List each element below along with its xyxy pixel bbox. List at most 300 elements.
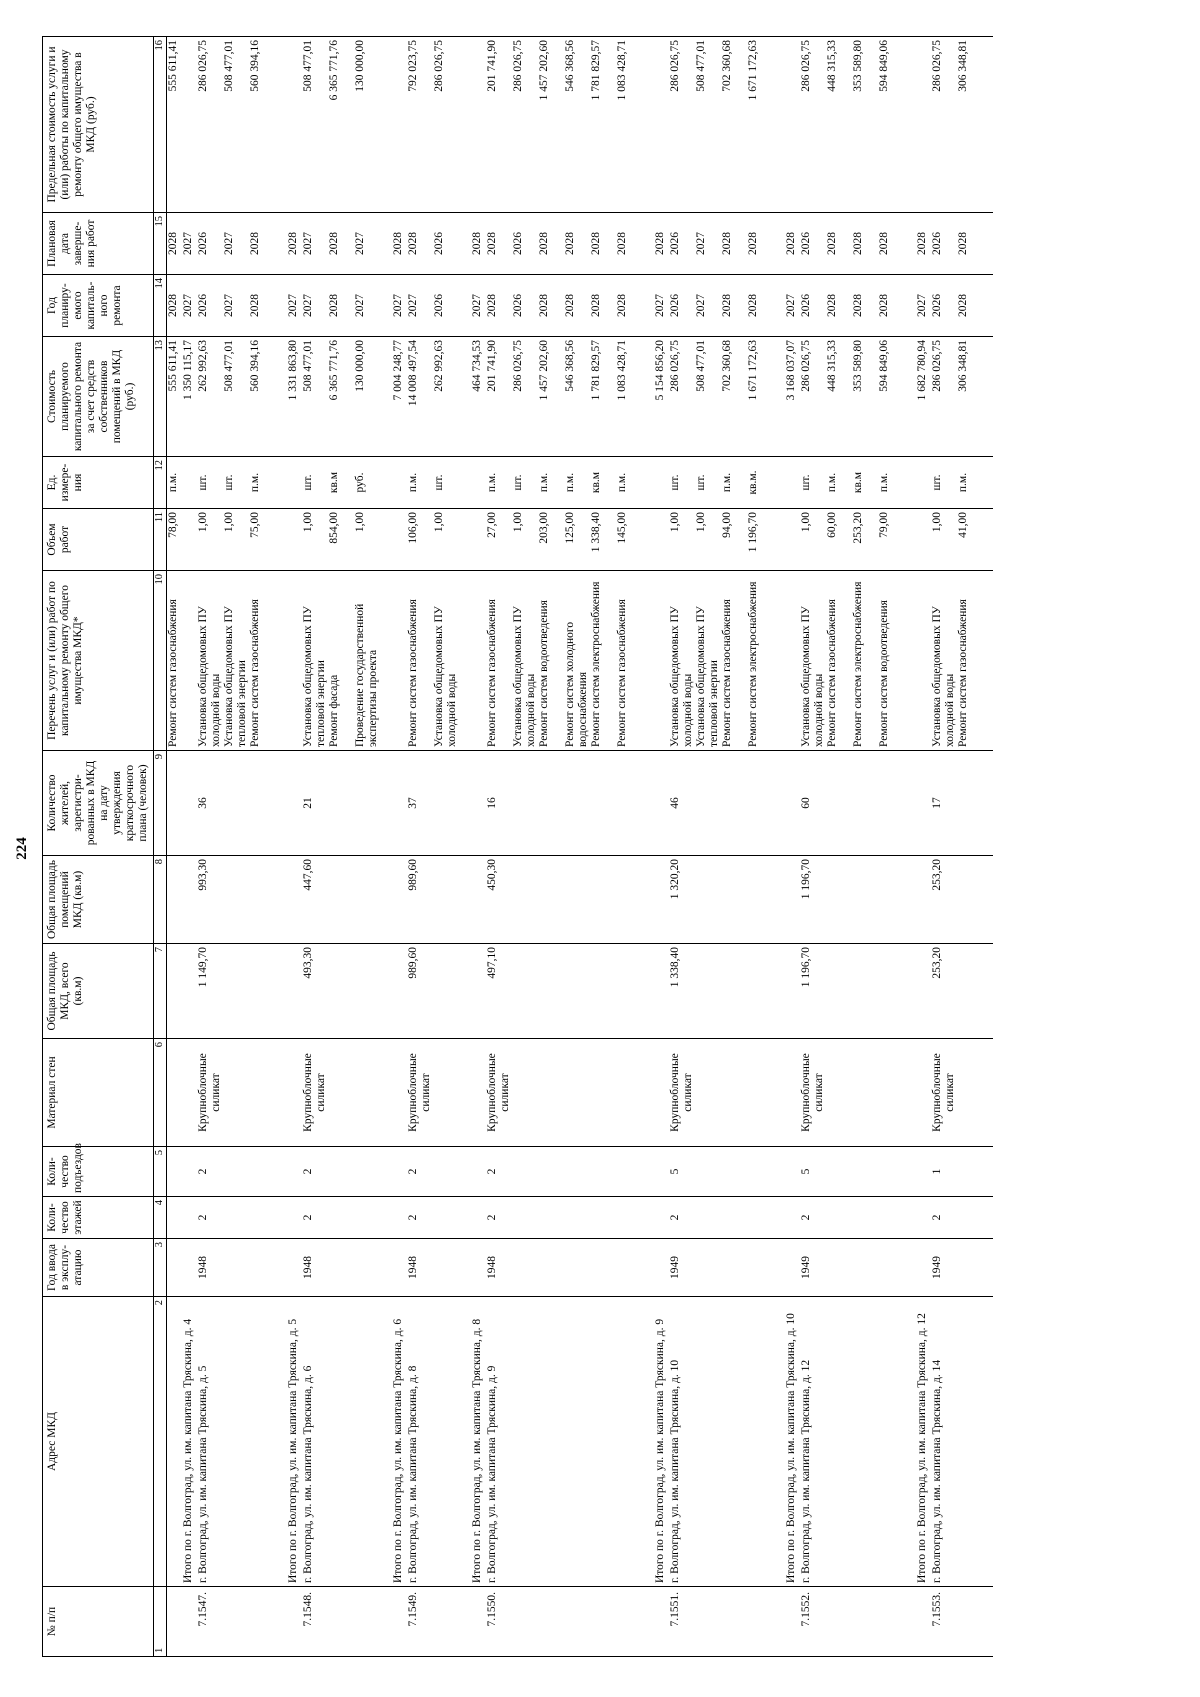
work-unit: п.м. — [826, 472, 838, 493]
work-date: 2028 — [249, 232, 261, 255]
column-header: Количество жителей, зарегистри-рованных в МКД на дату утверждения краткосрочного плана (человек) — [43, 751, 154, 856]
work-cost: 14 008 497,54 — [407, 340, 419, 407]
empty-cell — [783, 1039, 800, 1147]
work-year: 2026 — [512, 294, 524, 317]
work-cost: 201 741,90 — [486, 340, 498, 392]
floors-count: 2 — [407, 1197, 469, 1239]
work-name: Ремонт систем газоснабжения — [957, 599, 969, 747]
column-number: 11 — [154, 509, 167, 571]
work-limit: 286 026,75 — [669, 40, 681, 92]
column-header: Коли-чество подъездов — [43, 1147, 154, 1197]
empty-cell — [652, 1197, 669, 1239]
empty-cell — [652, 856, 669, 944]
empty-cell — [914, 457, 931, 509]
column-number: 10 — [154, 571, 167, 751]
work-date-cell — [197, 213, 285, 275]
work-year: 2026 — [669, 294, 681, 317]
empty-cell — [390, 856, 407, 944]
empty-cell — [469, 571, 486, 751]
work-limit: 286 026,75 — [433, 40, 445, 92]
empty-cell — [469, 1197, 486, 1239]
work-name: Проведение государственной экспертизы проекта — [354, 603, 379, 747]
empty-cell — [914, 509, 931, 571]
page-number: 224 — [14, 837, 30, 860]
work-name-cell — [197, 571, 285, 751]
work-year: 2026 — [800, 294, 812, 317]
work-name: Ремонт систем газоснабжения — [249, 599, 261, 747]
subtotal-year: 2027 — [914, 275, 931, 337]
column-header: Год планиру-емого капиталь-ного ремонта — [43, 275, 154, 337]
building-row — [931, 37, 993, 1657]
work-cost: 286 026,75 — [669, 340, 681, 392]
wall-material: Крупноблочные силикат — [407, 1039, 469, 1147]
column-header: Ед. измере-ния — [43, 457, 154, 509]
work-volume: 1 338,40 — [590, 512, 602, 553]
subtotal-cost: 1 682 780,94 — [914, 337, 931, 457]
subtotal-year: 2027 — [469, 275, 486, 337]
work-name: Установка общедомовых ПУ холодной воды — [800, 606, 825, 747]
work-date: 2028 — [852, 232, 864, 255]
column-header: Коли-чество этажей — [43, 1197, 154, 1239]
subtotal-row — [652, 37, 669, 1657]
floors-count: 2 — [800, 1197, 914, 1239]
subtotal-cost: 464 734,53 — [469, 337, 486, 457]
column-header: № п/п — [43, 1587, 154, 1657]
year-built: 1949 — [800, 1239, 914, 1297]
empty-cell — [285, 1587, 302, 1657]
empty-cell — [914, 751, 931, 856]
empty-cell — [783, 1587, 800, 1657]
empty-cell — [285, 944, 302, 1039]
work-volume: 78,00 — [167, 509, 181, 571]
work-date: 2026 — [433, 232, 445, 255]
wall-material: Крупноблочные силикат — [486, 1039, 652, 1147]
empty-cell — [914, 1039, 931, 1147]
work-unit: п.м. — [564, 472, 576, 493]
floors-count: 2 — [931, 1197, 993, 1239]
work-limit-cell — [407, 37, 469, 213]
work-date: 2028 — [878, 232, 890, 255]
work-unit: п.м. — [407, 472, 419, 493]
work-unit: шт. — [800, 474, 812, 491]
column-header: Перечень услуг и (или) работ по капитальному ремонту общего имущества МКД* — [43, 571, 154, 751]
column-header: Общая площадь МКД, всего (кв.м) — [43, 944, 154, 1039]
work-date: 2027 — [302, 232, 314, 255]
residents-count: 16 — [486, 751, 652, 856]
work-volume: 60,00 — [826, 512, 838, 538]
building-address: г. Волгоград, ул. им. капитана Тряскина, д. 14 — [931, 1297, 993, 1587]
work-limit: 448 315,33 — [826, 40, 838, 92]
work-year: 2028 — [616, 294, 628, 317]
empty-cell — [285, 1039, 302, 1147]
work-unit-cell — [407, 457, 469, 509]
work-cost: 306 348,81 — [957, 340, 969, 392]
subtotal-address: Итого по г. Волгоград, ул. им. капитана Тряскина, д. 10 — [783, 1297, 800, 1587]
empty-cell — [914, 856, 931, 944]
work-volume: 1,00 — [433, 512, 445, 533]
work-year: 2028 — [878, 294, 890, 317]
subtotal-year: 2027 — [783, 275, 800, 337]
work-year: 2028 — [538, 294, 550, 317]
empty-cell — [390, 1587, 407, 1657]
work-unit: п.м. — [878, 472, 890, 493]
work-date: 2026 — [800, 232, 812, 255]
work-limit: 1 781 829,57 — [590, 40, 602, 101]
year-built: 1948 — [302, 1239, 390, 1297]
empty-cell — [285, 37, 302, 213]
work-date-cell — [669, 213, 783, 275]
work-volume-cell — [302, 509, 390, 571]
empty-cell — [180, 509, 197, 571]
residents-count: 36 — [197, 751, 285, 856]
work-date: 2028 — [721, 232, 733, 255]
work-name: Ремонт систем газоснабжения — [616, 599, 628, 747]
work-date: 2027 — [695, 232, 707, 255]
work-year: 2027 — [354, 294, 366, 317]
total-area: 497,10 — [486, 944, 652, 1039]
subtotal-date: 2027 — [180, 213, 197, 275]
work-volume: 1,00 — [512, 512, 524, 533]
work-date-cell — [302, 213, 390, 275]
work-limit: 1 457 202,60 — [538, 40, 550, 101]
subtotal-date: 2028 — [783, 213, 800, 275]
work-name: Ремонт систем газоснабжения — [721, 599, 733, 747]
building-row — [407, 37, 469, 1657]
header-row — [43, 37, 154, 1657]
subtotal-cost: 7 004 248,77 — [390, 337, 407, 457]
subtotal-row — [783, 37, 800, 1657]
empty-cell — [652, 1239, 669, 1297]
work-limit: 594 849,06 — [878, 40, 890, 92]
work-limit: 792 023,75 — [407, 40, 419, 92]
work-name: Установка общедомовых ПУ тепловой энергии — [695, 606, 720, 747]
column-header: Стоимость планируемого капитального ремонта за счет средств собственников помещений в МКД (руб.) — [43, 337, 154, 457]
work-cost: 448 315,33 — [826, 340, 838, 392]
work-volume: 1,00 — [800, 512, 812, 533]
work-cost: 262 992,63 — [197, 340, 209, 392]
work-limit: 1 083 428,71 — [616, 40, 628, 101]
residents-count: 46 — [669, 751, 783, 856]
work-name-cell — [486, 571, 652, 751]
residents-count: 37 — [407, 751, 469, 856]
work-limit: 201 741,90 — [486, 40, 498, 92]
work-limit-cell — [486, 37, 652, 213]
residents-count: 21 — [302, 751, 390, 856]
column-number: 9 — [154, 751, 167, 856]
work-cost-cell — [302, 337, 390, 457]
work-cost: 508 477,01 — [302, 340, 314, 392]
wall-material: Крупноблочные силикат — [800, 1039, 914, 1147]
subtotal-row — [285, 37, 302, 1657]
work-date: 2028 — [407, 232, 419, 255]
building-address: г. Волгоград, ул. им. капитана Тряскина, д. 8 — [407, 1297, 469, 1587]
work-volume: 145,00 — [616, 512, 628, 544]
work-limit: 508 477,01 — [695, 40, 707, 92]
empty-cell — [783, 1147, 800, 1197]
floors-count: 2 — [197, 1197, 285, 1239]
empty-cell — [469, 856, 486, 944]
column-number: 1 — [154, 1587, 167, 1657]
work-name-cell — [407, 571, 469, 751]
building-row — [197, 37, 285, 1657]
floors-count: 2 — [669, 1197, 783, 1239]
empty-cell — [390, 1147, 407, 1197]
work-cost: 1 083 428,71 — [616, 340, 628, 401]
empty-cell — [652, 1587, 669, 1657]
work-date-cell — [407, 213, 469, 275]
empty-cell — [914, 1197, 931, 1239]
work-name: Ремонт систем холодного водоснабжения — [564, 621, 589, 747]
empty-cell — [180, 1587, 197, 1657]
work-limit: 508 477,01 — [223, 40, 235, 92]
empty-cell — [652, 944, 669, 1039]
work-cost-cell — [800, 337, 914, 457]
work-unit: п.м. — [486, 472, 498, 493]
empty-cell — [180, 1197, 197, 1239]
subtotal-address: Итого по г. Волгоград, ул. им. капитана Тряскина, д. 5 — [285, 1297, 302, 1587]
empty-cell — [285, 509, 302, 571]
entrances-count: 5 — [669, 1147, 783, 1197]
work-volume: 203,00 — [538, 512, 550, 544]
work-date: 2026 — [512, 232, 524, 255]
row-number: 7.1550. — [486, 1587, 652, 1657]
work-name: Ремонт систем электроснабжения — [852, 581, 864, 747]
work-limit: 306 348,81 — [957, 40, 969, 92]
residents-count: 17 — [931, 751, 993, 856]
work-unit: кв.м — [852, 471, 864, 494]
work-volume: 1,00 — [931, 512, 943, 533]
empty-cell — [783, 751, 800, 856]
column-header: Плановая дата заверше-ния работ — [43, 213, 154, 275]
work-date: 2026 — [197, 232, 209, 255]
column-number: 8 — [154, 856, 167, 944]
work-name: Установка общедомовых ПУ холодной воды — [433, 606, 458, 747]
subtotal-row — [469, 37, 486, 1657]
column-number: 7 — [154, 944, 167, 1039]
empty-cell — [285, 457, 302, 509]
work-cost: 702 360,68 — [721, 340, 733, 392]
work-name: Ремонт систем газоснабжения — [826, 599, 838, 747]
work-limit: 286 026,75 — [931, 40, 943, 92]
work-volume: 125,00 — [564, 512, 576, 544]
empty-cell — [652, 751, 669, 856]
work-name-cell — [800, 571, 914, 751]
work-year: 2028 — [564, 294, 576, 317]
empty-cell — [914, 571, 931, 751]
continued-row — [167, 37, 181, 1657]
work-limit: 560 394,16 — [249, 40, 261, 92]
empty-cell — [180, 856, 197, 944]
work-name-cell — [302, 571, 390, 751]
work-year: 2028 — [590, 294, 602, 317]
work-name: Ремонт систем электроснабжения — [590, 581, 602, 747]
work-unit-cell — [302, 457, 390, 509]
work-limit-cell — [800, 37, 914, 213]
empty-cell — [469, 509, 486, 571]
work-volume-cell — [800, 509, 914, 571]
work-cost: 555 611,41 — [167, 337, 181, 457]
empty-cell — [783, 509, 800, 571]
work-volume: 1,00 — [669, 512, 681, 533]
work-cost: 353 589,80 — [852, 340, 864, 392]
work-date: 2026 — [931, 232, 943, 255]
work-cost-cell — [407, 337, 469, 457]
work-date: 2028 — [328, 232, 340, 255]
work-date: 2028 — [957, 232, 969, 255]
empty-cell — [469, 457, 486, 509]
work-name: Ремонт систем газоснабжения — [167, 571, 181, 751]
empty-cell — [652, 571, 669, 751]
empty-cell — [783, 37, 800, 213]
work-name: Установка общедомовых ПУ холодной воды — [512, 606, 537, 747]
work-unit: кв.м — [590, 471, 602, 494]
work-cost: 560 394,16 — [249, 340, 261, 392]
work-year-cell — [931, 275, 993, 337]
work-volume: 1,00 — [223, 512, 235, 533]
rooms-area: 993,30 — [197, 856, 285, 944]
empty-cell — [652, 457, 669, 509]
rooms-area: 1 320,20 — [669, 856, 783, 944]
floors-count: 2 — [486, 1197, 652, 1239]
work-name: Установка общедомовых ПУ холодной воды — [669, 606, 694, 747]
column-number: 16 — [154, 37, 167, 213]
rooms-area: 989,60 — [407, 856, 469, 944]
work-date: 2028 — [826, 232, 838, 255]
work-volume: 1,00 — [197, 512, 209, 533]
entrances-count: 2 — [302, 1147, 390, 1197]
empty-cell — [390, 571, 407, 751]
rooms-area: 447,60 — [302, 856, 390, 944]
column-header: Материал стен — [43, 1039, 154, 1147]
work-unit: шт. — [669, 474, 681, 491]
empty-cell — [469, 37, 486, 213]
building-row — [669, 37, 783, 1657]
work-date: 2027 — [354, 232, 366, 255]
empty-cell — [180, 457, 197, 509]
empty-cell — [180, 571, 197, 751]
empty-cell — [914, 1239, 931, 1297]
work-date: 2028 — [167, 213, 181, 275]
empty-cell — [390, 751, 407, 856]
work-volume: 1 196,70 — [747, 512, 759, 553]
empty-cell — [390, 37, 407, 213]
work-volume: 94,00 — [721, 512, 733, 538]
subtotal-cost: 3 168 037,07 — [783, 337, 800, 457]
work-volume: 1,00 — [302, 512, 314, 533]
work-year: 2028 — [957, 294, 969, 317]
column-header: Адрес МКД — [43, 1297, 154, 1587]
work-unit: п.м. — [249, 472, 261, 493]
work-year: 2027 — [695, 294, 707, 317]
work-year-cell — [407, 275, 469, 337]
total-area: 1 149,70 — [197, 944, 285, 1039]
work-volume: 106,00 — [407, 512, 419, 544]
work-cost: 286 026,75 — [931, 340, 943, 392]
year-built: 1949 — [669, 1239, 783, 1297]
work-year: 2028 — [328, 294, 340, 317]
work-limit: 286 026,75 — [512, 40, 524, 92]
empty-cell — [180, 1147, 197, 1197]
work-unit: п.м. — [538, 472, 550, 493]
work-cost: 130 000,00 — [354, 340, 366, 392]
work-cost: 1 457 202,60 — [538, 340, 550, 401]
year-built: 1949 — [931, 1239, 993, 1297]
work-year: 2026 — [433, 294, 445, 317]
work-name-cell — [931, 571, 993, 751]
column-header: Общая площадь помещений МКД (кв.м) — [43, 856, 154, 944]
work-year: 2028 — [747, 294, 759, 317]
work-name: Ремонт систем электроснабжения — [747, 581, 759, 747]
work-cost: 1 781 829,57 — [590, 340, 602, 401]
column-header: Год ввода в эксплу-атацию — [43, 1239, 154, 1297]
empty-cell — [285, 571, 302, 751]
subtotal-year: 2027 — [285, 275, 302, 337]
empty-cell — [783, 856, 800, 944]
empty-cell — [652, 37, 669, 213]
row-number: 7.1547. — [197, 1587, 285, 1657]
row-number: 7.1551. — [669, 1587, 783, 1657]
work-date-cell — [800, 213, 914, 275]
work-unit: кв.м. — [747, 470, 759, 495]
work-year: 2028 — [852, 294, 864, 317]
work-unit: п.м. — [721, 472, 733, 493]
building-address: г. Волгоград, ул. им. капитана Тряскина, д. 6 — [302, 1297, 390, 1587]
work-limit: 286 026,75 — [197, 40, 209, 92]
row-number: 7.1553. — [931, 1587, 993, 1657]
empty-cell — [914, 37, 931, 213]
work-limit-cell — [302, 37, 390, 213]
total-area: 493,30 — [302, 944, 390, 1039]
work-unit: шт. — [695, 474, 707, 491]
work-year: 2028 — [486, 294, 498, 317]
work-volume: 75,00 — [249, 512, 261, 538]
work-cost: 262 992,63 — [433, 340, 445, 392]
empty-cell — [914, 1587, 931, 1657]
work-volume: 854,00 — [328, 512, 340, 544]
work-unit: руб. — [354, 472, 366, 493]
column-header: Объем работ — [43, 509, 154, 571]
work-unit-cell — [800, 457, 914, 509]
work-limit-cell — [197, 37, 285, 213]
subtotal-date: 2028 — [390, 213, 407, 275]
subtotal-year: 2027 — [652, 275, 669, 337]
subtotal-year: 2027 — [180, 275, 197, 337]
row-number: 7.1549. — [407, 1587, 469, 1657]
work-unit: шт. — [223, 474, 235, 491]
empty-cell — [285, 1197, 302, 1239]
work-limit: 286 026,75 — [800, 40, 812, 92]
residents-count: 60 — [800, 751, 914, 856]
work-date: 2028 — [747, 232, 759, 255]
work-name: Ремонт систем газоснабжения — [486, 599, 498, 747]
work-limit: 6 365 771,76 — [328, 40, 340, 101]
work-date-cell — [931, 213, 993, 275]
entrances-count: 5 — [800, 1147, 914, 1197]
work-name: Ремонт систем водоотведения — [538, 600, 550, 747]
empty-cell — [180, 1039, 197, 1147]
work-limit: 1 671 172,63 — [747, 40, 759, 101]
subtotal-address: Итого по г. Волгоград, ул. им. капитана Тряскина, д. 4 — [180, 1297, 197, 1587]
empty-cell — [285, 856, 302, 944]
work-volume: 79,00 — [878, 512, 890, 538]
work-name: Ремонт систем водоотведения — [878, 600, 890, 747]
empty-cell — [180, 37, 197, 213]
empty-cell — [180, 751, 197, 856]
wall-material: Крупноблочные силикат — [669, 1039, 783, 1147]
work-year: 2028 — [249, 294, 261, 317]
building-address: г. Волгоград, ул. им. капитана Тряскина, д. 9 — [486, 1297, 652, 1587]
empty-cell — [390, 1039, 407, 1147]
